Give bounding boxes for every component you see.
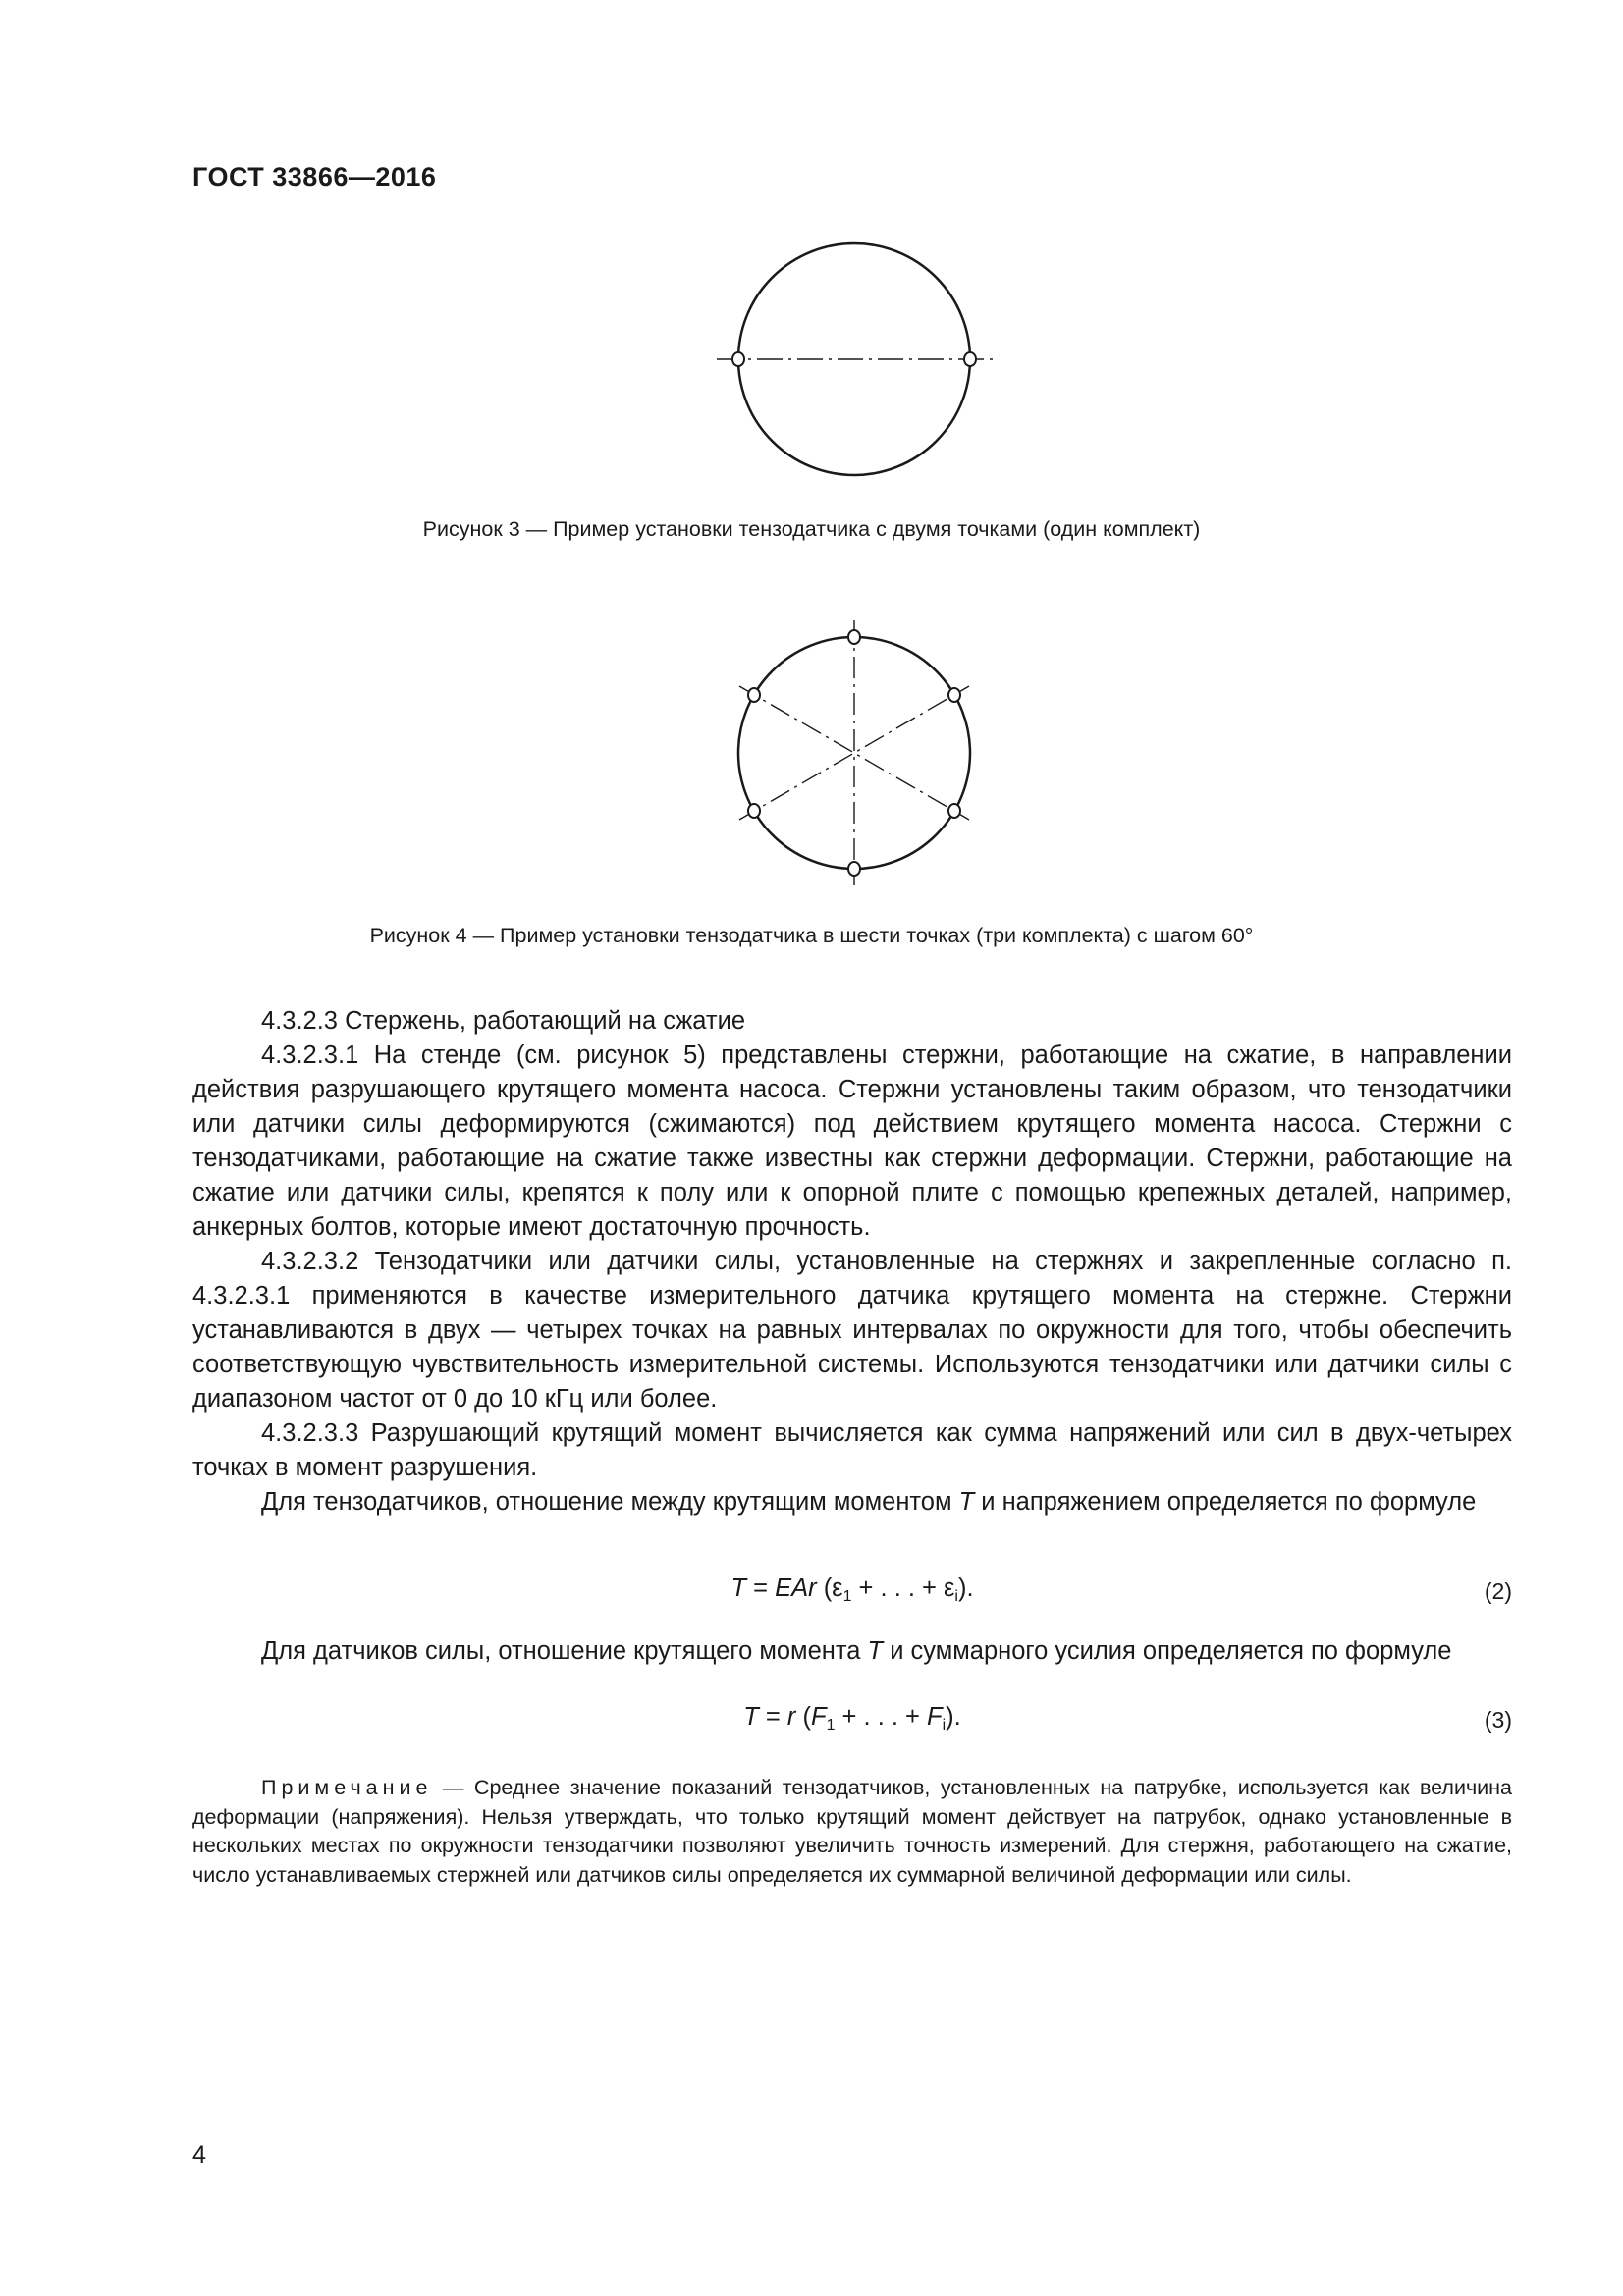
paragraph: 4.3.2.3.2 Тензодатчики или датчики силы, установленные на стержнях и закрепленные согласно п. 4.3.2.3.1 применяются в качестве измерительного датчика крутящего момента на стержне. Стержни устанавливаются в двух — четырех точках на равных интервалах по окружности для того, чтобы обеспечить соответствующую чувствительность измерительной системы. Используются тензодатчики или датчики силы с диапазоном частот от 0 до 10 кГц или более. (192, 1248, 1512, 1413)
gauge-point-top (848, 630, 860, 644)
paragraph: 4.3.2.3.3 Разрушающий крутящий момент вычисляется как сумма напряжений или сил в двух-четырех точках в момент разрушения. (192, 1419, 1512, 1481)
formula-3: T = r ($F_1$ + . . . + $F_i$). (3) (743, 1703, 1512, 1734)
body-text (192, 1634, 1512, 1669)
gauge-point-bottom (848, 862, 860, 876)
page-number: 4 (192, 2141, 206, 2168)
paragraph: Для тензодатчиков, отношение между крутящим моментом T и напряжением определяется по формуле (261, 1488, 1477, 1516)
figure-4-diagram (722, 616, 987, 891)
gauge-point-upper-left (748, 688, 760, 702)
paragraph: 4.3.2.3.1 На стенде (см. рисунок 5) представлены стержни, работающие на сжатие, в направлении действия разрушающего крутящего момента насоса. Стержни установлены таким образом, что тензодатчики или датчики силы деформируются (сжимаются) под действием крутящего момента насоса. Стержни с тензодатчиками, работающие на сжатие также известны как стержни деформации. Стержни, работающие на сжатие или датчики силы, крепятся к полу или к опорной плите с помощью крепежных деталей, например, анкерных болтов, которые имеют достаточную прочность. (192, 1041, 1512, 1241)
figure-3-diagram (687, 236, 1001, 520)
document-code: ГОСТ 33866—2016 (192, 162, 437, 191)
figure-3-caption: Рисунок 3 — Пример установки тензодатчика с двумя точками (один комплект) (422, 517, 1201, 541)
note-label: Примечание (261, 1776, 433, 1799)
gauge-point-upper-right (948, 688, 960, 702)
note-text: — Среднее значение показаний тензодатчиков, установленных на патрубке, используется как величина деформации (напряжения). Нельзя утверждать, что только крутящий момент действует на патрубок, однако установленные в нескольких местах по окружности тензодатчики позволяют увеличить точность измерений. Для стержня, работающего на сжатие, число устанавливаемых стержней или датчиков силы определяется их суммарной величиной деформации или силы. (192, 1776, 1512, 1887)
gauge-point-left (732, 352, 744, 366)
gauge-point-right (964, 352, 976, 366)
paragraph: Для датчиков силы, отношение крутящего момента T и суммарного усилия определяется по формуле (261, 1637, 1452, 1665)
gauge-point-lower-left (748, 804, 760, 818)
formula-number: (3) (1484, 1707, 1512, 1733)
note (192, 1774, 1512, 1890)
gauge-point-lower-right (948, 804, 960, 818)
figure-4-caption: Рисунок 4 — Пример установки тензодатчика в шести точках (три комплекта) с шагом 60° (369, 924, 1254, 947)
formula-number: (2) (1484, 1578, 1512, 1604)
formula-2: T = EAr ($\varepsilon_1$ + . . . + $\varepsilon_i$). (2) (730, 1575, 1512, 1605)
body-text (192, 1004, 1512, 1520)
section-heading: 4.3.2.3 Стержень, работающий на сжатие (261, 1007, 746, 1035)
